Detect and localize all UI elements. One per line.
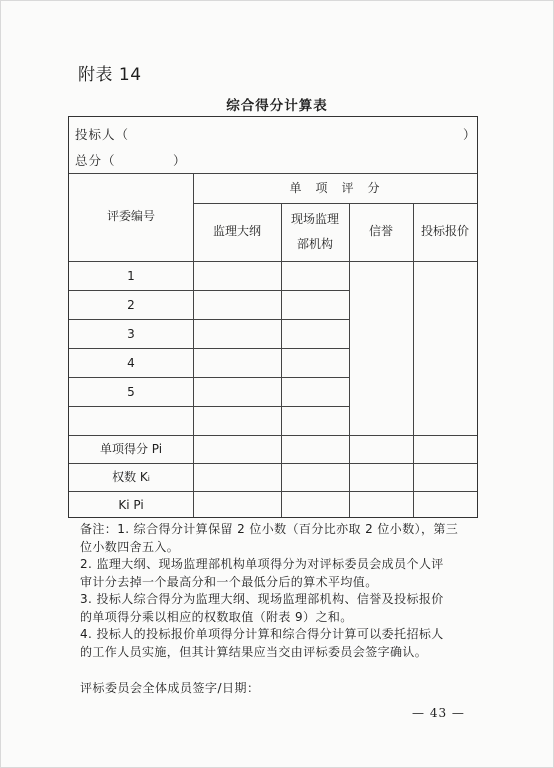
col-rule-4 [413,203,414,517]
rule-row-5 [69,406,349,407]
rule-below-single-score [193,203,477,204]
rule-row-6 [69,435,477,436]
rule-row-3 [69,348,349,349]
site-org-header-line1: 现场监理 [290,212,339,226]
row-label-4: 4 [127,356,135,370]
rule-below-total [69,173,477,174]
note-line: 4. 投标人的投标报价单项得分计算和综合得分计算可以委托招标人 [80,627,444,641]
note-line: 2. 监理大纲、现场监理部机构单项得分为对评标委员会成员个人评 [80,557,444,571]
site-org-header-line2: 部机构 [296,237,333,251]
col-rule-3 [349,203,350,517]
reputation-header: 信誉 [368,224,393,238]
row-label-weight: 权数 Kᵢ [112,470,150,484]
rule-row-1 [69,290,349,291]
row-label-3: 3 [127,327,135,341]
page-number: — 43 — [412,706,465,720]
note-line: 审计分去掉一个最高分和一个最低分后的算术平均值。 [80,574,378,589]
supervision-outline-header: 监理大纲 [212,224,261,238]
rule-below-header [69,261,477,262]
bidder-close: ） [463,127,477,142]
row-label-single-score: 单项得分 Pi [99,442,163,456]
bidder-label: 投标人（ [75,127,130,142]
rule-row-4 [69,377,349,378]
note-line: 备注：1. 综合得分计算保留 2 位小数（百分比亦取 2 位小数），第三 [80,522,459,536]
score-table [68,116,478,518]
note-line: 3. 投标人综合得分为监理大纲、现场监理部机构、信誉及投标报价 [80,592,444,606]
total-label: 总分（ [75,153,116,168]
total-close: ） [173,153,187,168]
notes [80,521,475,661]
signature-label: 评标委员会全体成员签字/日期： [80,681,260,695]
note-line: 位小数四舍五入。 [80,539,180,554]
row-label-5: 5 [127,385,135,399]
note-line: 的工作人员实施，但其计算结果应当交由评标委员会签字确认。 [80,644,428,659]
row-label-2: 2 [127,298,135,312]
bid-price-header: 投标报价 [420,224,469,238]
table-title: 综合得分计算表 [226,98,328,114]
appendix-label: 附表 14 [78,65,142,85]
row-label-1: 1 [127,269,135,283]
single-score-header: 单 项 评 分 [289,181,381,195]
rule-row-2 [69,319,349,320]
row-label-weighted-score: Ki Pi [118,498,144,512]
note-line: 的单项得分乘以相应的权数取值（附表 9）之和。 [80,609,353,624]
evaluator-id-header: 评委编号 [106,209,155,223]
rule-row-ki [69,491,477,492]
rule-row-pi [69,463,477,464]
